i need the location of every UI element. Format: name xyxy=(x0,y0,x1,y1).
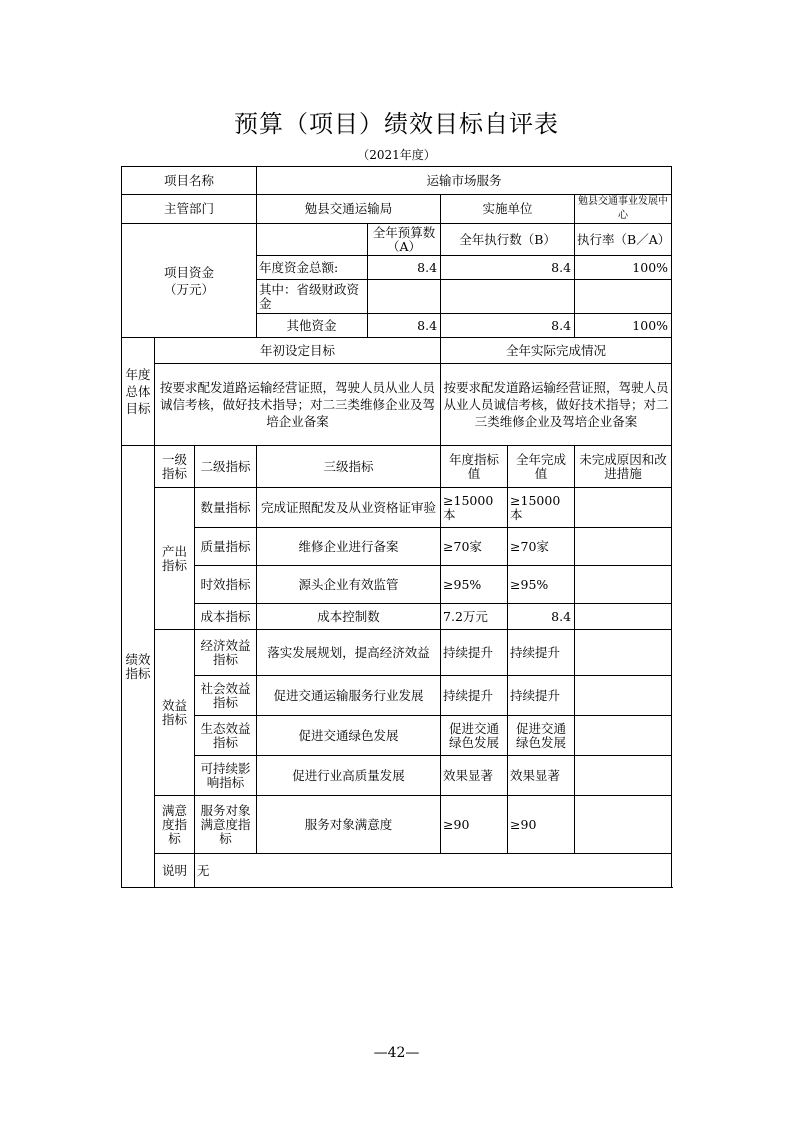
satisfaction-level1: 满意度指标 xyxy=(155,796,195,854)
dept-row xyxy=(122,195,672,224)
row-level3: 促进交通运输服务行业发展 xyxy=(257,676,441,716)
impl-label: 实施单位 xyxy=(441,195,575,224)
dept-label: 主管部门 xyxy=(122,195,257,224)
row-reason xyxy=(575,756,672,796)
row-target: 持续提升 xyxy=(441,630,508,676)
row-level3: 落实发展规划，提高经济效益 xyxy=(257,630,441,676)
satisfaction-target: ≥90 xyxy=(441,796,508,854)
note-row xyxy=(122,854,672,888)
row-level2: 可持续影响指标 xyxy=(195,756,257,796)
page-title: 预算（项目）绩效目标自评表 xyxy=(234,110,559,138)
project-name-value: 运输市场服务 xyxy=(257,167,672,195)
fund-row-rate: 100% xyxy=(575,256,672,280)
row-target: 促进交通绿色发展 xyxy=(441,716,508,756)
note-value: 无 xyxy=(195,854,672,888)
benefit-row xyxy=(122,630,672,676)
row-reason xyxy=(575,716,672,756)
row-level2: 生态效益指标 xyxy=(195,716,257,756)
goal-actual: 按要求配发道路运输经营证照，驾驶人员从业人员诚信考核，做好技术指导；对二三类维修企业及驾培企业备案 xyxy=(441,364,672,446)
satisfaction-actual: ≥90 xyxy=(508,796,575,854)
row-level2: 时效指标 xyxy=(195,566,257,604)
dept-value: 勉县交通运输局 xyxy=(257,195,441,224)
row-level3: 促进行业高质量发展 xyxy=(257,756,441,796)
row-actual: 持续提升 xyxy=(508,630,575,676)
fund-row-budget xyxy=(368,280,441,314)
goal-actual-label: 全年实际完成情况 xyxy=(441,338,672,364)
row-actual: 持续提升 xyxy=(508,676,575,716)
fund-row-label: 其他资金 xyxy=(257,314,368,338)
row-level2: 经济效益指标 xyxy=(195,630,257,676)
perf-label: 绩效指标 xyxy=(122,446,155,888)
fund-header-exec: 全年执行数（B） xyxy=(441,224,575,256)
row-reason xyxy=(575,676,672,716)
row-target: ≥15000本 xyxy=(441,488,508,528)
benefit-label: 效益指标 xyxy=(155,630,195,796)
fund-row-budget: 8.4 xyxy=(368,256,441,280)
perf-header-reason: 未完成原因和改进措施 xyxy=(575,446,672,488)
fund-row-label: 年度资金总额: xyxy=(257,256,368,280)
perf-header-level2: 二级指标 xyxy=(195,446,257,488)
row-level3: 维修企业进行备案 xyxy=(257,528,441,566)
row-level3: 完成证照配发及从业资格证审验 xyxy=(257,488,441,528)
row-actual: ≥70家 xyxy=(508,528,575,566)
perf-header-target: 年度指标值 xyxy=(441,446,508,488)
fund-header-blank xyxy=(257,224,368,256)
row-reason xyxy=(575,488,672,528)
row-level3: 成本控制数 xyxy=(257,604,441,630)
output-row xyxy=(122,604,672,630)
project-name-label: 项目名称 xyxy=(122,167,257,195)
perf-header-level1: 一级指标 xyxy=(155,446,195,488)
fund-row-rate xyxy=(575,280,672,314)
fund-header-rate: 执行率（B／A） xyxy=(575,224,672,256)
satisfaction-level2: 服务对象满意度指标 xyxy=(195,796,257,854)
row-level2: 数量指标 xyxy=(195,488,257,528)
row-reason xyxy=(575,566,672,604)
row-reason xyxy=(575,630,672,676)
benefit-row xyxy=(122,676,672,716)
row-level2: 成本指标 xyxy=(195,604,257,630)
fund-row-exec: 8.4 xyxy=(441,256,575,280)
output-label: 产出指标 xyxy=(155,488,195,630)
output-row xyxy=(122,528,672,566)
satisfaction-row xyxy=(122,796,672,854)
perf-header-level3: 三级指标 xyxy=(257,446,441,488)
fund-label: 项目资金 （万元） xyxy=(122,224,257,338)
row-actual: 促进交通绿色发展 xyxy=(508,716,575,756)
row-level3: 促进交通绿色发展 xyxy=(257,716,441,756)
perf-header-row xyxy=(122,446,672,488)
goal-label: 年度总体目标 xyxy=(122,338,155,446)
fund-header-row xyxy=(122,224,672,256)
fund-row-exec: 8.4 xyxy=(441,314,575,338)
year-label: （2021年度） xyxy=(357,148,436,162)
row-reason xyxy=(575,604,672,630)
fund-header-budget: 全年预算数（A） xyxy=(368,224,441,256)
row-actual: ≥15000本 xyxy=(508,488,575,528)
row-actual: 效果显著 xyxy=(508,756,575,796)
row-actual: 8.4 xyxy=(508,604,575,630)
impl-value: 勉县交通事业发展中心 xyxy=(575,195,672,224)
page-number: —42— xyxy=(373,1045,420,1061)
benefit-row xyxy=(122,716,672,756)
output-row xyxy=(122,488,672,528)
satisfaction-level3: 服务对象满意度 xyxy=(257,796,441,854)
fund-row-rate: 100% xyxy=(575,314,672,338)
project-name-row xyxy=(122,167,672,195)
goal-initial: 按要求配发道路运输经营证照，驾驶人员从业人员诚信考核，做好技术指导；对二三类维修企业及驾培企业备案 xyxy=(155,364,441,446)
satisfaction-reason xyxy=(575,796,672,854)
perf-header-actual: 全年完成值 xyxy=(508,446,575,488)
row-target: 持续提升 xyxy=(441,676,508,716)
row-reason xyxy=(575,528,672,566)
output-row xyxy=(122,566,672,604)
row-target: ≥70家 xyxy=(441,528,508,566)
goal-initial-label: 年初设定目标 xyxy=(155,338,441,364)
fund-row-exec xyxy=(441,280,575,314)
fund-row-budget: 8.4 xyxy=(368,314,441,338)
row-target: ≥95% xyxy=(441,566,508,604)
row-target: 7.2万元 xyxy=(441,604,508,630)
evaluation-table xyxy=(121,166,672,888)
row-level2: 质量指标 xyxy=(195,528,257,566)
goal-header-row xyxy=(122,338,672,364)
goal-content-row xyxy=(122,364,672,446)
benefit-row xyxy=(122,756,672,796)
note-label: 说明 xyxy=(155,854,195,888)
row-level2: 社会效益指标 xyxy=(195,676,257,716)
row-actual: ≥95% xyxy=(508,566,575,604)
row-level3: 源头企业有效监管 xyxy=(257,566,441,604)
row-target: 效果显著 xyxy=(441,756,508,796)
fund-row-label: 其中：省级财政资金 xyxy=(257,280,368,314)
